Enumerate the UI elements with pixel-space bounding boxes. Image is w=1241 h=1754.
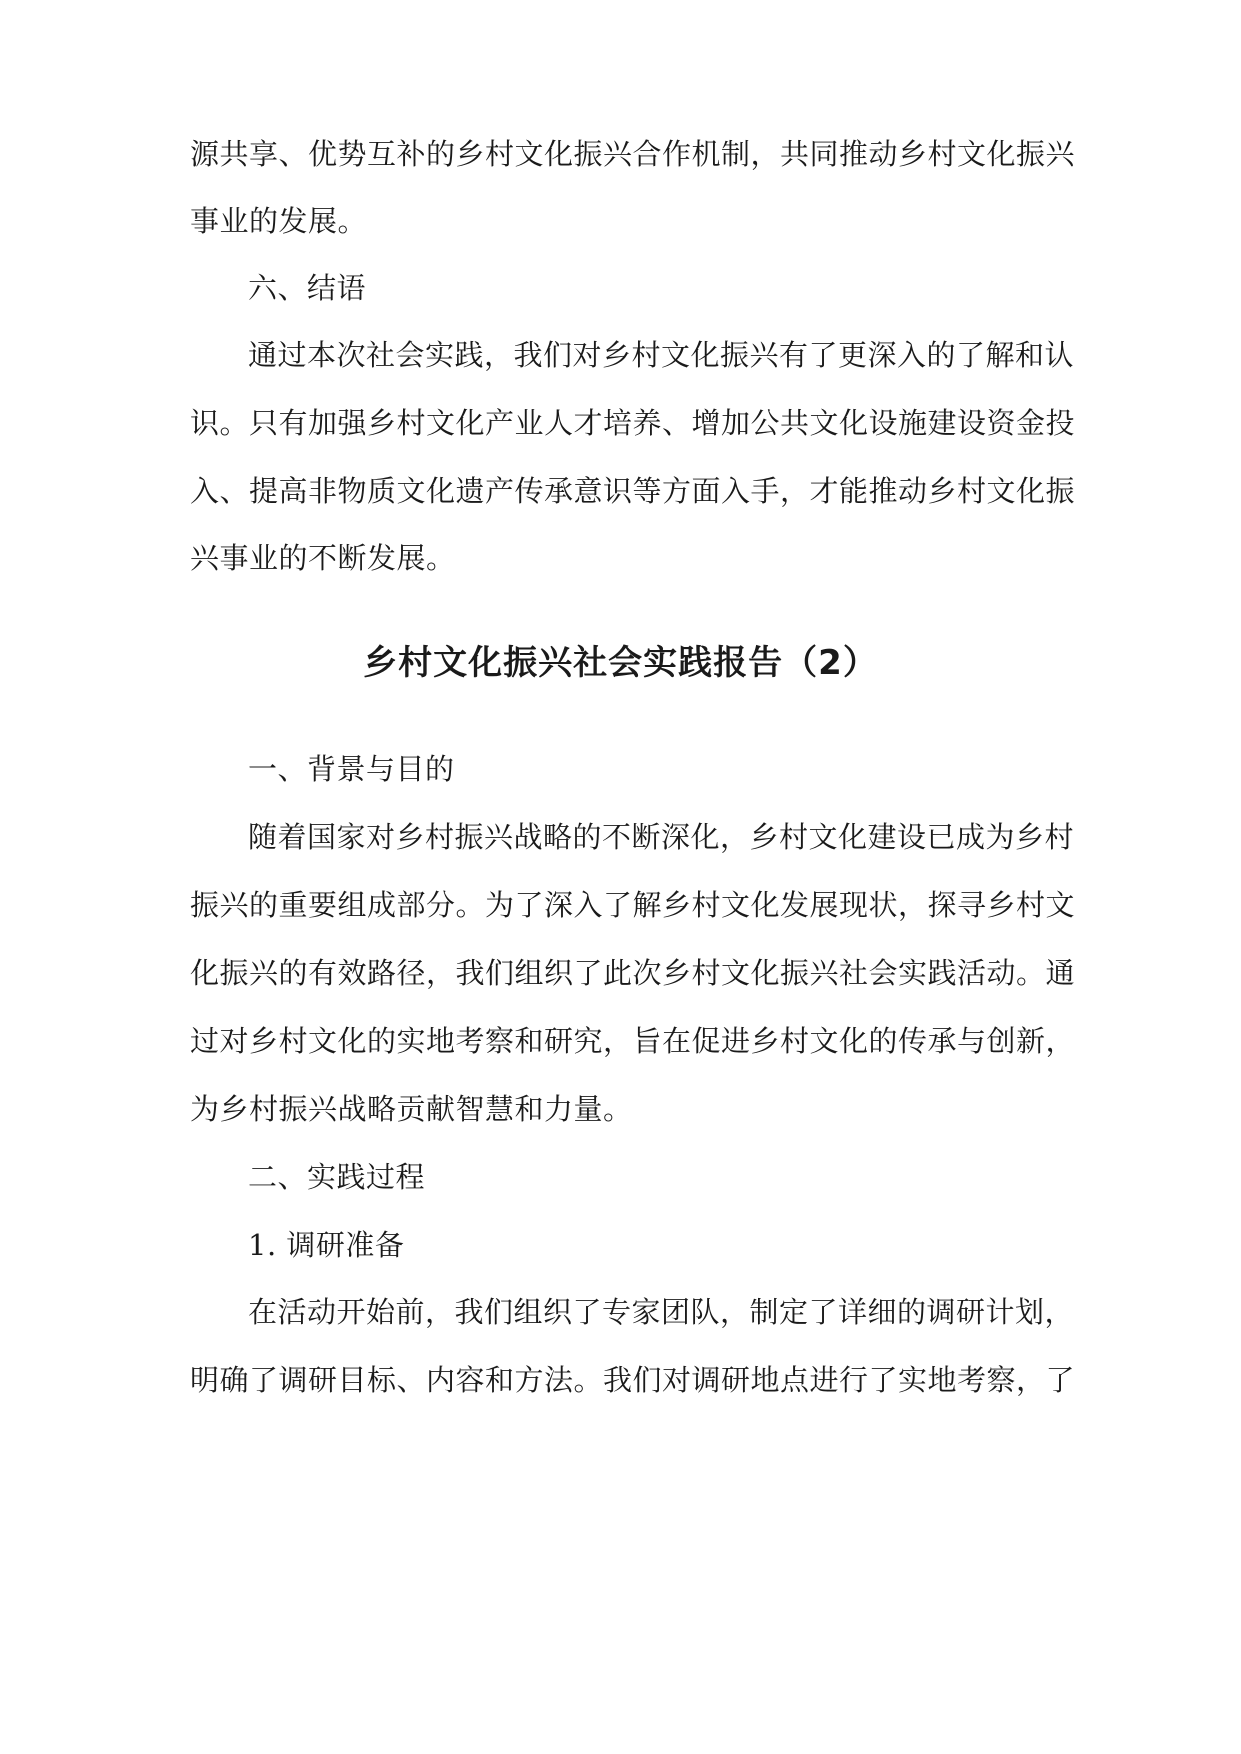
paragraph-line: 识。只有加强乡村文化产业人才培养、增加公共文化设施建设资金投 — [190, 406, 1076, 440]
report-title: 乡村文化振兴社会实践报告（2） — [363, 643, 878, 683]
paragraph-line: 过对乡村文化的实地考察和研究，旨在促进乡村文化的传承与创新， — [190, 1024, 1076, 1058]
subsection-heading-preparation: 1. 调研准备 — [248, 1228, 405, 1262]
paragraph-line: 事业的发展。 — [190, 204, 368, 238]
paragraph-line: 振兴的重要组成部分。为了深入了解乡村文化发展现状，探寻乡村文 — [190, 888, 1076, 922]
paragraph-line: 为乡村振兴战略贡献智慧和力量。 — [190, 1092, 633, 1126]
paragraph-line: 兴事业的不断发展。 — [190, 541, 456, 575]
section-heading-process: 二、实践过程 — [248, 1160, 426, 1194]
paragraph-line: 在活动开始前，我们组织了专家团队，制定了详细的调研计划， — [248, 1295, 1075, 1329]
section-heading-conclusion: 六、结语 — [248, 271, 367, 305]
paragraph-line: 明确了调研目标、内容和方法。我们对调研地点进行了实地考察，了 — [190, 1363, 1076, 1397]
paragraph-line: 源共享、优势互补的乡村文化振兴合作机制，共同推动乡村文化振兴 — [190, 137, 1076, 171]
paragraph-line: 随着国家对乡村振兴战略的不断深化，乡村文化建设已成为乡村 — [248, 820, 1075, 854]
paragraph-line: 化振兴的有效路径，我们组织了此次乡村文化振兴社会实践活动。通 — [190, 956, 1076, 990]
paragraph-line: 入、提高非物质文化遗产传承意识等方面入手，才能推动乡村文化振 — [190, 474, 1076, 508]
paragraph-line: 通过本次社会实践，我们对乡村文化振兴有了更深入的了解和认 — [248, 338, 1075, 372]
section-heading-background: 一、背景与目的 — [248, 752, 455, 786]
